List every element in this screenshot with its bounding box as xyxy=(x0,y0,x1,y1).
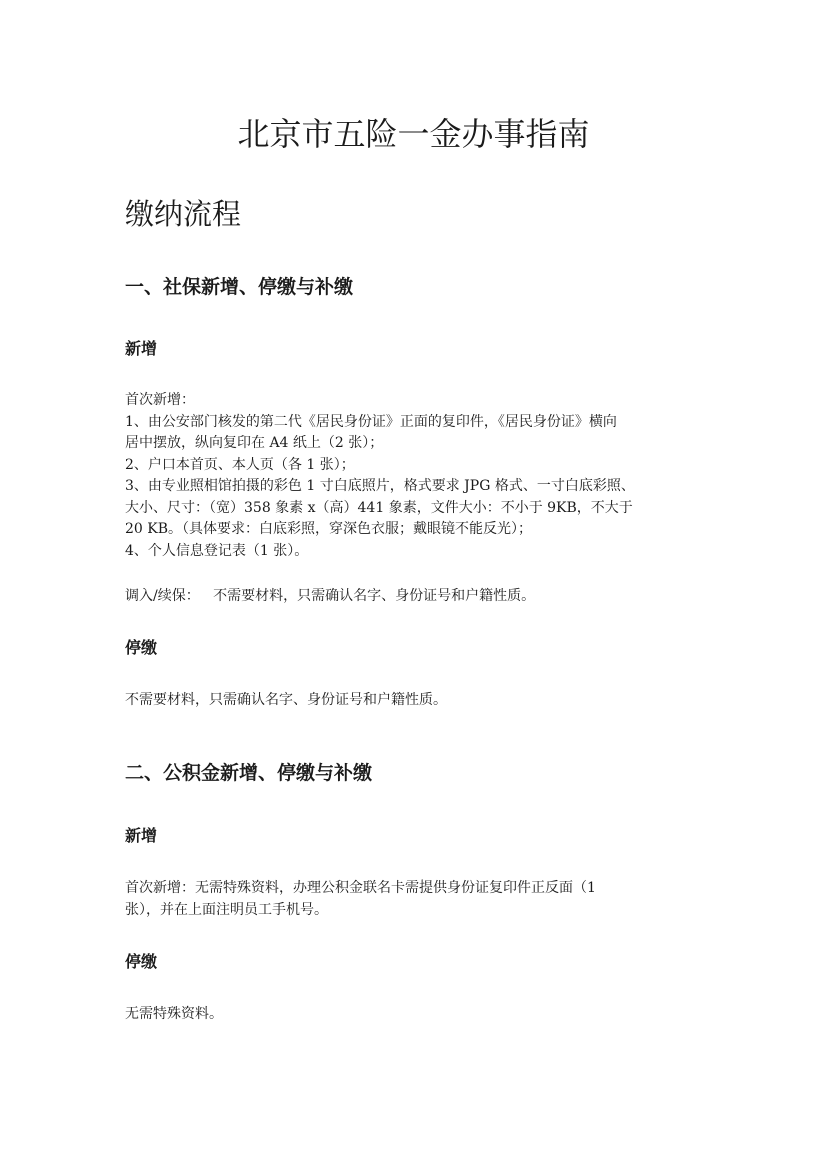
housing-fund-stop-text: 无需特殊资料。 xyxy=(125,1006,223,1022)
housing-fund-add-subtitle: 新增 xyxy=(125,826,158,845)
housing-fund-add-text xyxy=(125,878,715,921)
housing-fund-add-line: 张），并在上面注明员工手机号。 xyxy=(125,901,328,918)
social-insurance-section-title: 一、社保新增、停缴与补缴 xyxy=(125,276,354,298)
first-add-line: 3、由专业照相馆拍摄的彩色 1 寸白底照片，格式要求 JPG 格式、一寸白底彩照、 xyxy=(125,478,635,494)
first-add-line: 首次新增： xyxy=(125,392,195,408)
social-insurance-first-add-list xyxy=(125,390,715,562)
social-insurance-stop-text: 不需要材料，只需确认名字、身份证号和户籍性质。 xyxy=(125,692,447,708)
social-insurance-stop-subtitle: 停缴 xyxy=(125,638,158,657)
first-add-line: 大小、尺寸：（宽）358 象素 x（高）441 象素，文件大小：不小于 9KB，不大于 xyxy=(125,499,633,516)
housing-fund-section-title: 二、公积金新增、停缴与补缴 xyxy=(125,762,373,784)
first-add-line: 1、由公安部门核发的第二代《居民身份证》正面的复印件，《居民身份证》横向 xyxy=(125,413,617,430)
first-add-line: 居中摆放，纵向复印在 A4 纸上（2 张）； xyxy=(125,435,384,451)
housing-fund-stop-subtitle: 停缴 xyxy=(125,952,158,971)
first-add-line: 2、户口本首页、本人页（各 1 张）； xyxy=(125,456,355,473)
first-add-line: 20 KB。（具体要求：白底彩照，穿深色衣服；戴眼镜不能反光）； xyxy=(125,521,533,537)
social-insurance-transfer-text: 调入/续保： 不需要材料，只需确认名字、身份证号和户籍性质。 xyxy=(125,588,536,604)
document-title: 北京市五险一金办事指南 xyxy=(237,115,590,153)
social-insurance-add-subtitle: 新增 xyxy=(125,339,158,358)
first-add-line: 4、个人信息登记表（1 张）。 xyxy=(125,542,309,559)
section-heading: 缴纳流程 xyxy=(125,197,242,231)
housing-fund-add-line: 首次新增：无需特殊资料，办理公积金联名卡需提供身份证复印件正反面（1 xyxy=(125,880,596,896)
